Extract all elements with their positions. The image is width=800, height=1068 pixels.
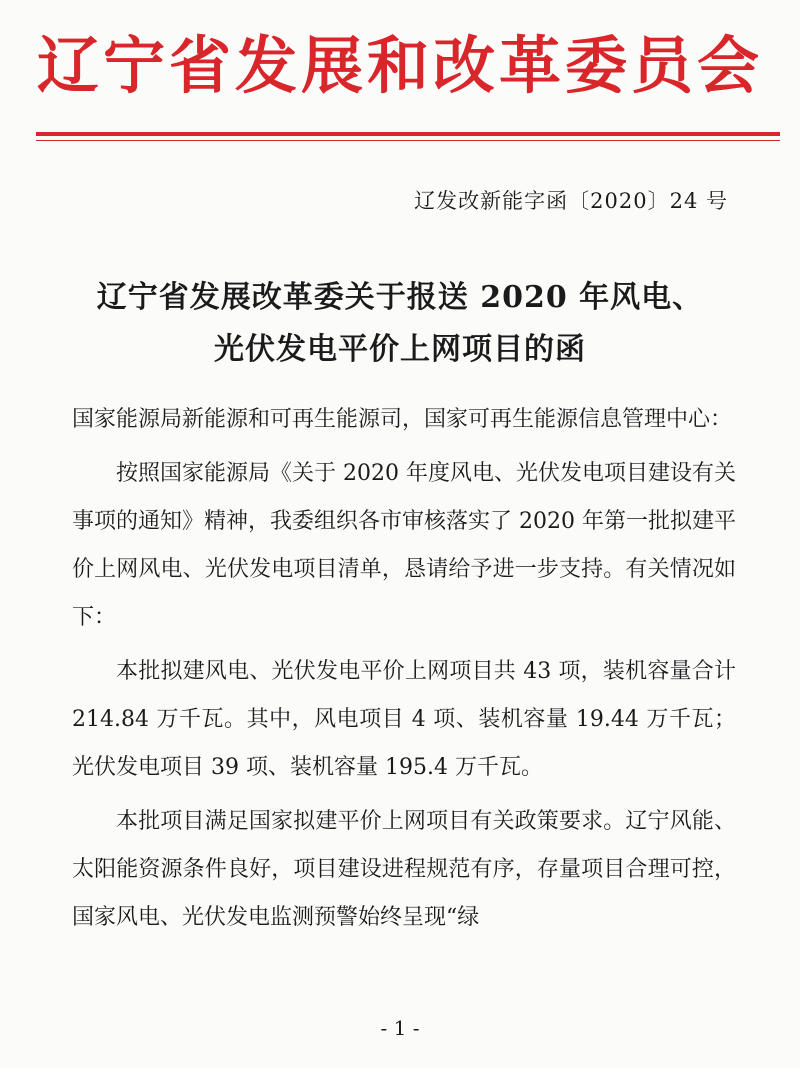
- masthead-title: 辽宁省发展和改革委员会: [36, 29, 763, 102]
- red-separator-thick: [36, 132, 780, 136]
- red-separator-thin: [36, 140, 780, 141]
- document-title-line-2: 光伏发电平价上网项目的函: [214, 332, 586, 367]
- paragraph-1: 按照国家能源局《关于 2020 年度风电、光伏发电项目建设有关事项的通知》精神，我委组织各市审核落实了 2020 年第一批拟建平价上网风电、光伏发电项目清单，恳请给予进一步支持。有关情况如下：: [72, 461, 736, 630]
- document-number: 辽发改新能字函〔2020〕24 号: [414, 189, 728, 213]
- document-body: [72, 396, 736, 948]
- document-title-line-1: 辽宁省发展改革委关于报送 2020 年风电、: [96, 280, 704, 315]
- paragraph-2: 本批拟建风电、光伏发电平价上网项目共 43 项，装机容量合计 214.84 万千瓦。其中，风电项目 4 项、装机容量 19.44 万千瓦；光伏发电项目 39 项、装机容量 195.4 万千瓦。: [72, 659, 736, 780]
- page-number: - 1 -: [380, 1016, 420, 1040]
- paragraph-3: 本批项目满足国家拟建平价上网项目有关政策要求。辽宁风能、太阳能资源条件良好，项目建设进程规范有序，存量项目合理可控，国家风电、光伏发电监测预警始终呈现“绿: [72, 809, 736, 930]
- salutation: 国家能源局新能源和可再生能源司，国家可再生能源信息管理中心：: [72, 407, 733, 432]
